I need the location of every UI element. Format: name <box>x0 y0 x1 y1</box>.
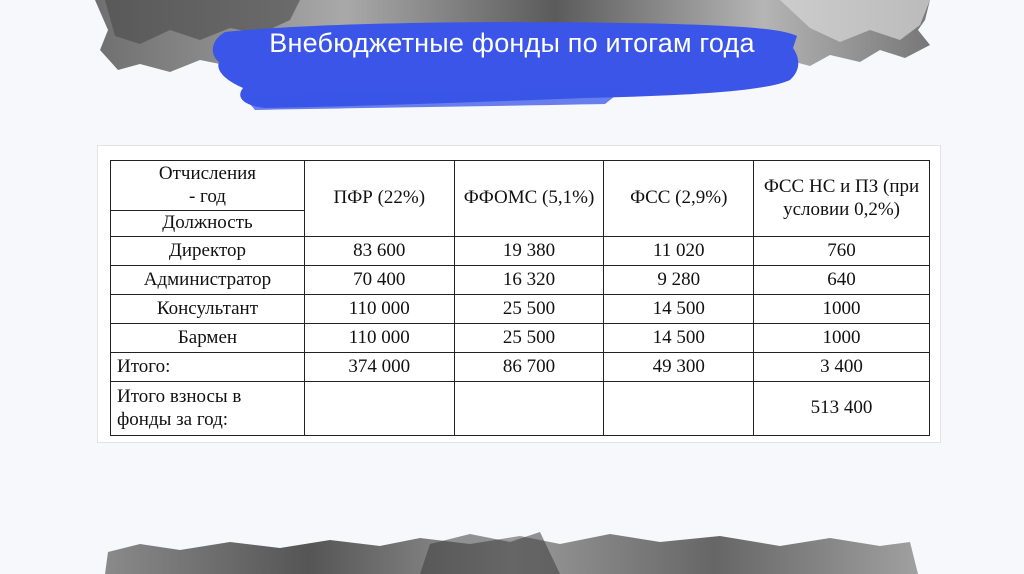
table-row <box>111 295 930 324</box>
cell-fss-ns: 640 <box>754 266 930 295</box>
total-fss-ns: 3 400 <box>754 353 930 382</box>
cell-pfr: 70 400 <box>304 266 454 295</box>
header-pfr: ПФР (22%) <box>304 161 454 237</box>
header-label-year: - год <box>188 185 226 207</box>
cell-fss: 14 500 <box>604 324 754 353</box>
total-pfr: 374 000 <box>304 353 454 382</box>
cell-fss: 14 500 <box>604 295 754 324</box>
table-row <box>111 237 930 266</box>
cell-position: Администратор <box>111 266 305 295</box>
cell-position: Директор <box>111 237 305 266</box>
cell-ffoms: 19 380 <box>454 237 604 266</box>
grand-total-empty-pfr <box>304 382 454 436</box>
table-header-row <box>111 161 930 211</box>
cell-pfr: 110 000 <box>304 295 454 324</box>
total-row <box>111 353 930 382</box>
header-ffoms: ФФОМС (5,1%) <box>454 161 604 237</box>
grand-total-row <box>111 382 930 436</box>
table-card <box>97 145 941 443</box>
total-label: Итого: <box>111 353 305 382</box>
cell-position: Консультант <box>111 295 305 324</box>
table-row <box>111 266 930 295</box>
cell-pfr: 110 000 <box>304 324 454 353</box>
header-position: Должность <box>111 211 305 237</box>
grand-total-empty-ffoms <box>454 382 604 436</box>
cell-pfr: 83 600 <box>304 237 454 266</box>
header-fss-ns: ФСС НС и ПЗ (при условии 0,2%) <box>754 161 930 237</box>
header-row-label-top <box>111 161 305 211</box>
cell-fss-ns: 1000 <box>754 295 930 324</box>
header-label-deductions: Отчисления <box>158 163 257 185</box>
total-fss: 49 300 <box>604 353 754 382</box>
slide-title: Внебюджетные фонды по итогам года <box>269 28 755 58</box>
grand-total-empty-fss <box>604 382 754 436</box>
cell-fss: 11 020 <box>604 237 754 266</box>
cell-ffoms: 16 320 <box>454 266 604 295</box>
cell-position: Бармен <box>111 324 305 353</box>
grand-total-label: Итого взносы в фонды за год: <box>111 382 305 436</box>
cell-fss-ns: 760 <box>754 237 930 266</box>
total-ffoms: 86 700 <box>454 353 604 382</box>
cell-fss: 9 280 <box>604 266 754 295</box>
torn-photo-strip-bottom <box>0 524 1024 574</box>
table-row <box>111 324 930 353</box>
funds-table <box>110 160 930 436</box>
grand-total-value: 513 400 <box>754 382 930 436</box>
cell-ffoms: 25 500 <box>454 295 604 324</box>
cell-ffoms: 25 500 <box>454 324 604 353</box>
cell-fss-ns: 1000 <box>754 324 930 353</box>
header-fss: ФСС (2,9%) <box>604 161 754 237</box>
